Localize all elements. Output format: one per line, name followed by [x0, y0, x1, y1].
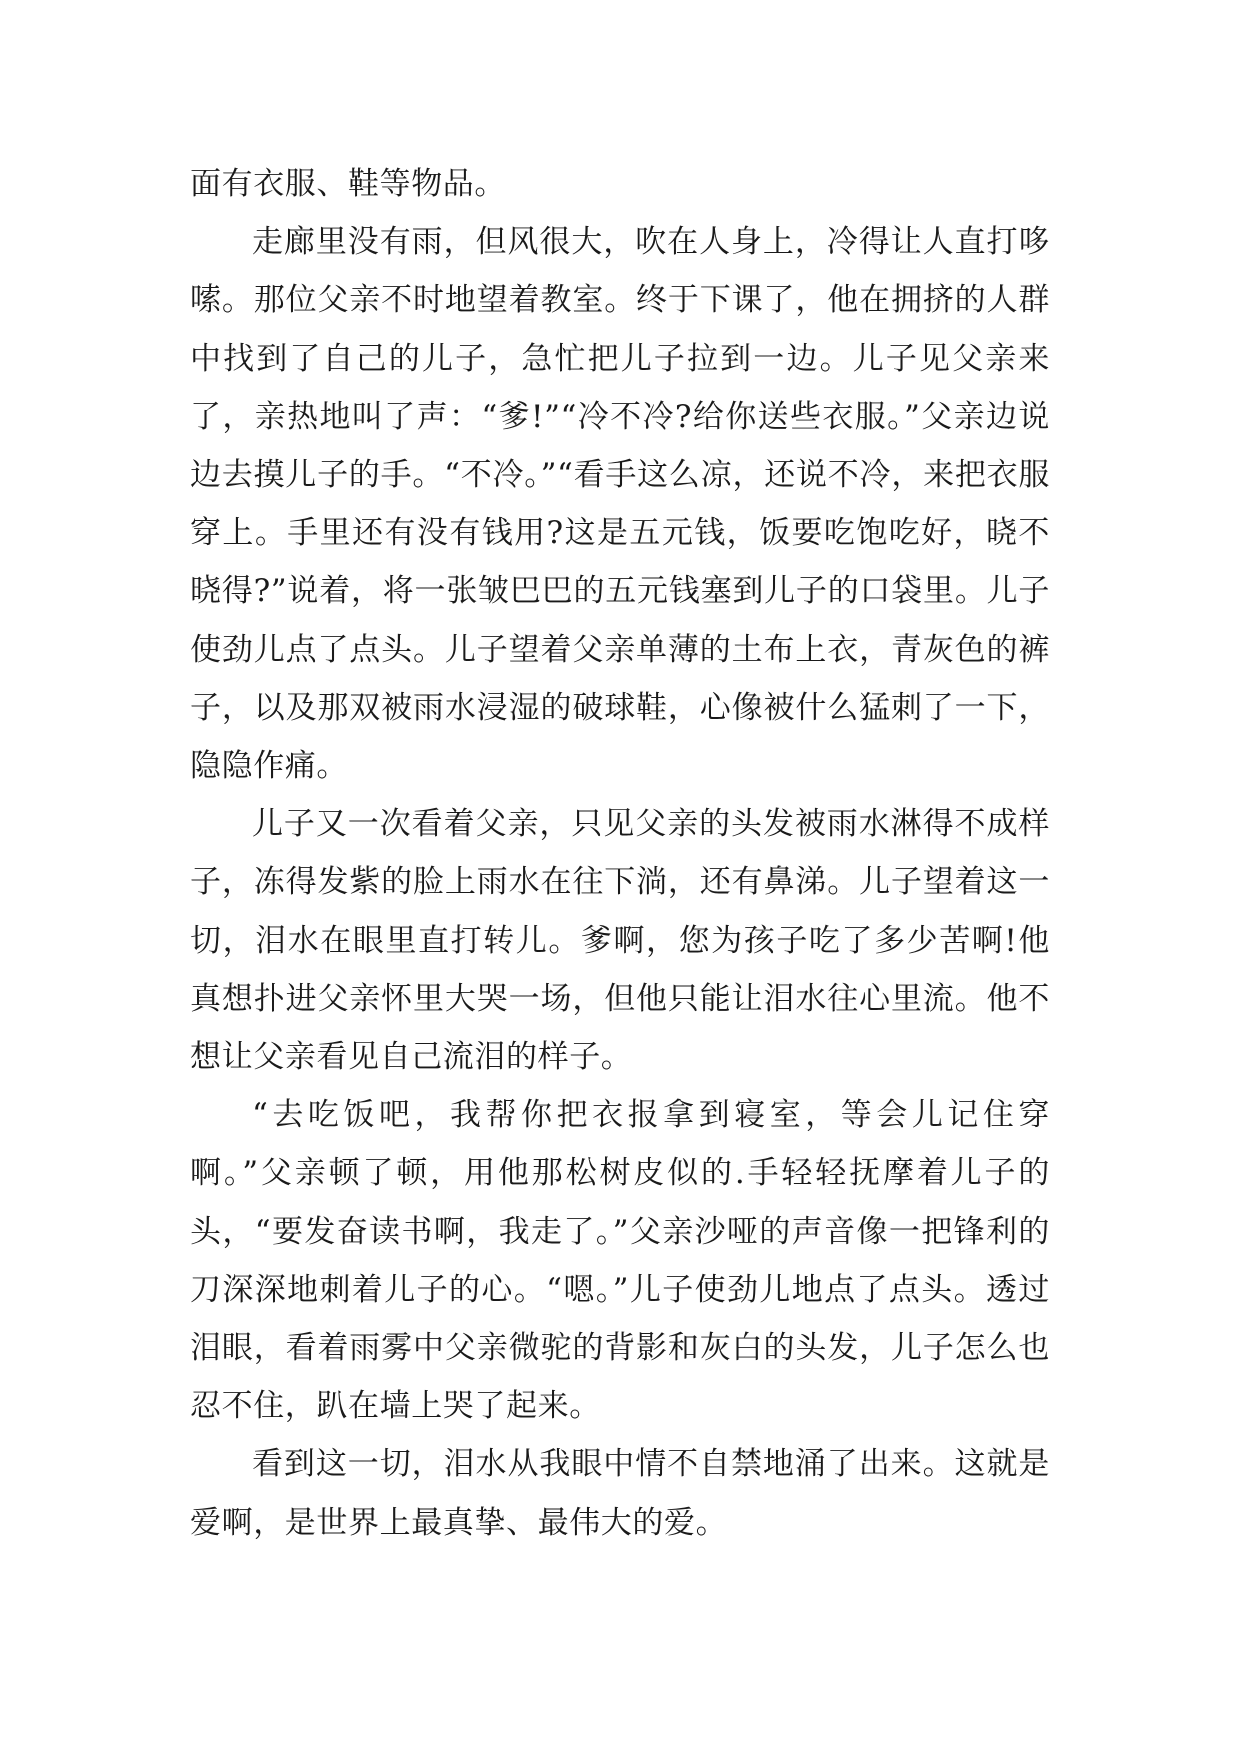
paragraph-father-leaves: “去吃饭吧，我帮你把衣报拿到寝室，等会儿记住穿啊。”父亲顿了顿，用他那松树皮似的.手轻轻抚摩着儿子的头，“要发奋读书啊，我走了。”父亲沙哑的声音像一把锋利的刀深深地刺着儿子的心。“嗯。”儿子使劲儿地点了点头。透过泪眼，看着雨雾中父亲微驼的背影和灰白的头发，儿子怎么也忍不住，趴在墙上哭了起来。	[190, 1097, 1050, 1425]
paragraph-corridor: 走廊里没有雨，但风很大，吹在人身上，冷得让人直打哆嗦。那位父亲不时地望着教室。终于下课了，他在拥挤的人群中找到了自己的儿子，急忙把儿子拉到一边。儿子见父亲来了，亲热地叫了声：“爹!”“冷不冷?给你送些衣服。”父亲边说边去摸儿子的手。“不冷。”“看手这么凉，还说不冷，来把衣服穿上。手里还有没有钱用?这是五元钱，饭要吃饱吃好，晓不晓得?”说着，将一张皱巴巴的五元钱塞到儿子的口袋里。儿子使劲儿点了点头。儿子望着父亲单薄的土布上衣，青灰色的裤子，以及那双被雨水浸湿的破球鞋，心像被什么猛刺了一下，隐隐作痛。	[190, 224, 1050, 785]
paragraph-conclusion: 看到这一切，泪水从我眼中情不自禁地涌了出来。这就是爱啊，是世界上最真挚、最伟大的爱。	[190, 1446, 1050, 1541]
paragraph-son-looks: 儿子又一次看着父亲，只见父亲的头发被雨水淋得不成样子，冻得发紫的脸上雨水在往下淌，还有鼻涕。儿子望着这一切，泪水在眼里直打转儿。爹啊，您为孩子吃了多少苦啊!他真想扑进父亲怀里大哭一场，但他只能让泪水往心里流。他不想让父亲看见自己流泪的样子。	[190, 806, 1050, 1076]
document-body	[190, 155, 1050, 1552]
paragraph-continuation: 面有衣服、鞋等物品。	[190, 166, 506, 202]
